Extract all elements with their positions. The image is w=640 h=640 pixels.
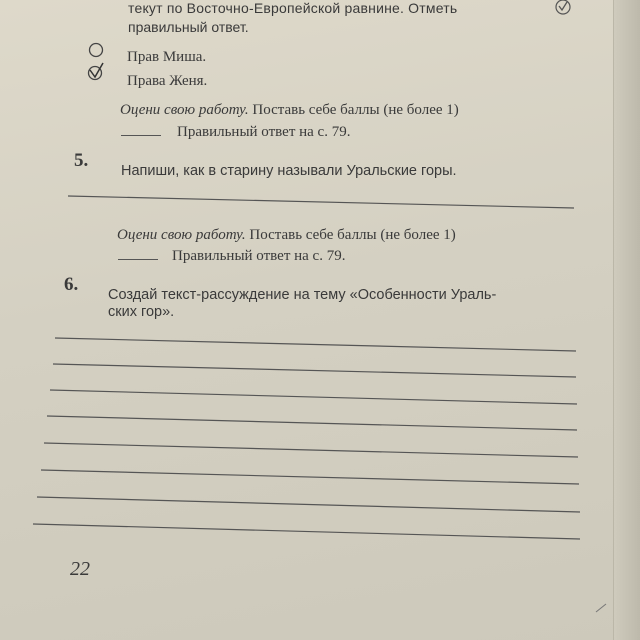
- task5-number: 5.: [74, 150, 89, 171]
- task6-answer-line[interactable]: [55, 338, 576, 351]
- option-zhenya-label: Права Женя.: [127, 73, 208, 89]
- option-misha-label: Прав Миша.: [127, 49, 207, 65]
- assessment2-rest: Поставь себе баллы (не более 1): [245, 227, 456, 243]
- task6-answer-line[interactable]: [53, 364, 576, 377]
- task6-number: 6.: [64, 274, 79, 295]
- assessment2-answer: Правильный ответ на с. 79.: [172, 248, 346, 264]
- task4-text-line2: правильный ответ.: [128, 19, 249, 35]
- task6-answer-line[interactable]: [33, 524, 580, 539]
- assessment1-answer: Правильный ответ на с. 79.: [177, 124, 351, 140]
- page-fold-mark: [596, 604, 606, 612]
- task6-answer-line[interactable]: [41, 470, 579, 484]
- task6-answer-line[interactable]: [50, 390, 577, 404]
- page-number: 22: [70, 558, 90, 580]
- assessment2-italic: Оцени свою работу.: [117, 227, 246, 243]
- task6-answer-line[interactable]: [47, 416, 577, 430]
- task5-text: Напиши, как в старину называли Уральские горы.: [121, 163, 457, 179]
- assessment1-rest: Поставь себе баллы (не более 1): [248, 102, 459, 118]
- task6-answer-line[interactable]: [44, 443, 578, 457]
- task6-answer-line[interactable]: [37, 497, 580, 512]
- task6-text-line1: Создай текст-рассуждение на тему «Особенности Ураль-: [108, 287, 497, 303]
- assessment1-italic: Оцени свою работу.: [120, 102, 249, 118]
- task4-text-line1: текут по Восточно-Европейской равнине. Отметь: [128, 0, 458, 16]
- task6-text-line2: ских гор».: [108, 304, 175, 320]
- task5-answer-line[interactable]: [68, 196, 574, 208]
